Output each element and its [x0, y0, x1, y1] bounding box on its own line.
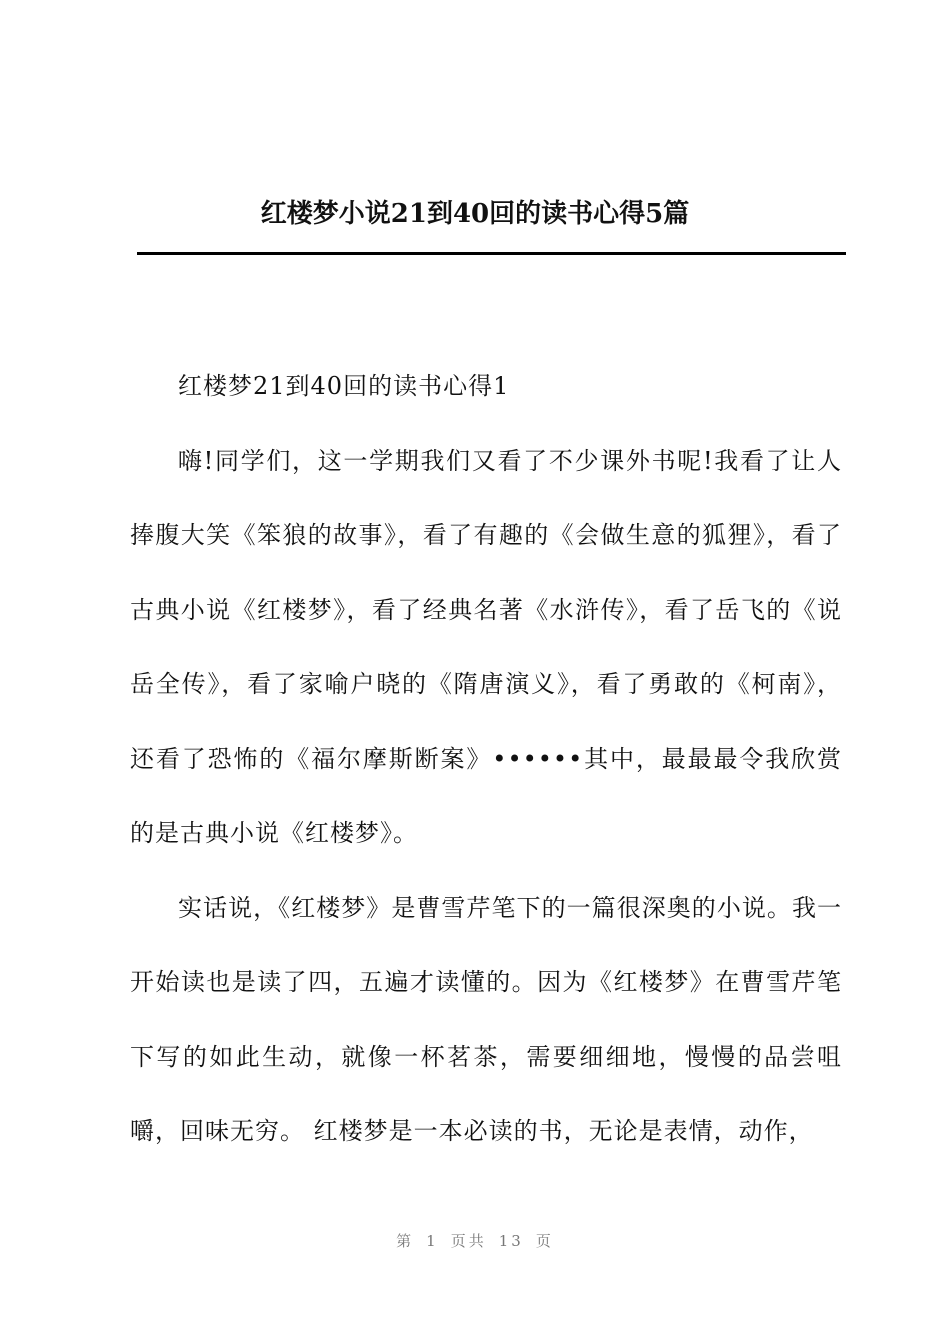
footer-prefix: 第	[396, 1232, 415, 1250]
footer-total-pages: 13	[498, 1232, 524, 1250]
footer-suffix: 页	[535, 1232, 554, 1250]
document-body	[130, 349, 842, 1169]
document-title: 红楼梦小说21到40回的读书心得5篇	[260, 199, 690, 229]
footer-middle: 页共	[450, 1232, 487, 1250]
title-underline-rule	[137, 252, 846, 255]
footer-page-number: 1	[426, 1232, 439, 1250]
page-footer	[0, 1230, 950, 1251]
paragraph-1: 嗨!同学们，这一学期我们又看了不少课外书呢!我看了让人捧腹大笑《笨狼的故事》，看了有趣的《会做生意的狐狸》，看了古典小说《红楼梦》，看了经典名著《水浒传》，看了岳飞的《说岳全传》，看了家喻户晓的《隋唐演义》，看了勇敢的《柯南》，还看了恐怖的《福尔摩斯断案》••••••其中，最最最令我欣赏的是古典小说《红楼梦》。	[130, 446, 842, 847]
paragraph-2: 实话说，《红楼梦》是曹雪芹笔下的一篇很深奥的小说。我一开始读也是读了四，五遍才读懂的。因为《红楼梦》在曹雪芹笔下写的如此生动，就像一杯茗茶，需要细细地，慢慢的品尝咀嚼，回味无穷。 红楼梦是一本必读的书，无论是表情，动作，	[130, 893, 842, 1145]
section-heading: 红楼梦21到40回的读书心得1	[178, 372, 510, 400]
